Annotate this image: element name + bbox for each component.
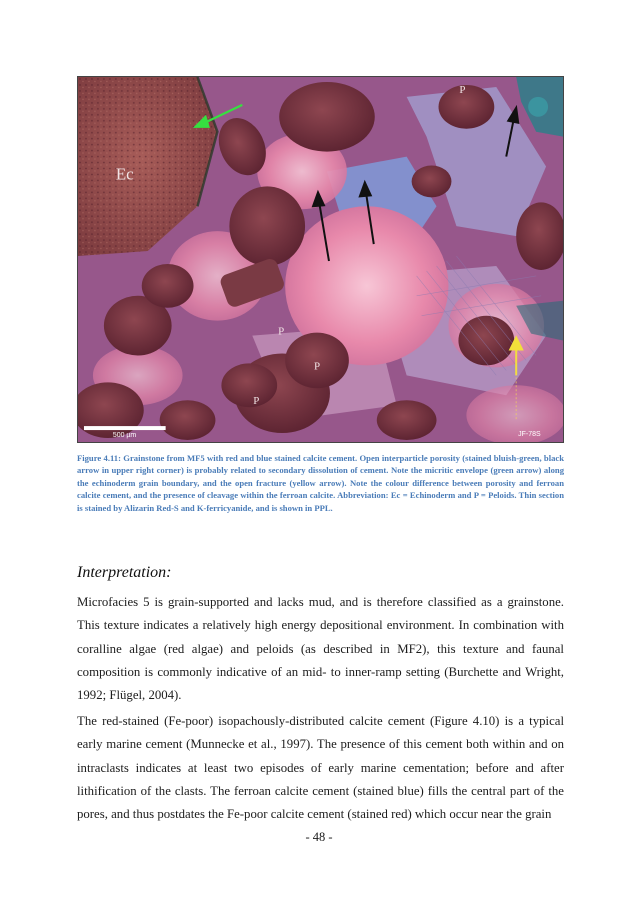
- scale-bar: [84, 426, 166, 430]
- section-heading: Interpretation:: [77, 564, 172, 581]
- sample-id: JF-78S: [518, 431, 541, 439]
- label-peloid-4: P: [459, 83, 466, 96]
- label-peloid-3: P: [253, 395, 260, 408]
- label-peloid-1: P: [278, 325, 285, 338]
- body-paragraph: Microfacies 5 is grain-supported and lacks mud, and is therefore classified as a grainstone. This texture indicates a relatively high energy depositional environment. In combination with coralline algae (red algae) and peloids (as described in MF2), this texture and faunal composition is commonly indicative of an mid- to inner-ramp setting (Burchette and Wright, 1992; Flügel, 2004).: [77, 595, 564, 703]
- thin-section-photomicrograph: [77, 76, 564, 443]
- figure-caption: Figure 4.11: Grainstone from MF5 with red and blue stained calcite cement. Open interparticle porosity (stained bluish-green, black arrow in upper right corner) is probably related to secondary dissolution of cement. Note the micritic envelope (green arrow) along the echinoderm grain boundary, and the open fracture (yellow arrow). Note the colour difference between porosity and ferroan calcite cement, and the presence of cleavage within the ferroan calcite. Abbreviation: Ec = Echinoderm and P = Peloids. Thin section is stained by Alizarin Red-S and K-ferricyanide, and is shown in PPL.: [77, 453, 564, 513]
- label-peloid-2: P: [314, 360, 321, 373]
- label-ec: Ec: [115, 164, 134, 184]
- page-number: - 48 -: [305, 830, 333, 844]
- micrograph-image: [78, 77, 563, 442]
- body-paragraph: The red-stained (Fe-poor) isopachously-distributed calcite cement (Figure 4.10) is a typical early marine cement (Munnecke et al., 1997). The presence of this cement both within and on intraclasts indicates at least two episodes of early marine cementation; before and after lithification of the clasts. The ferroan calcite cement (stained blue) fills the central part of the pores, and thus postdates the Fe-poor calcite cement (stained red) which occur near the grain: [77, 714, 564, 822]
- scale-label: 500 µm: [112, 432, 137, 440]
